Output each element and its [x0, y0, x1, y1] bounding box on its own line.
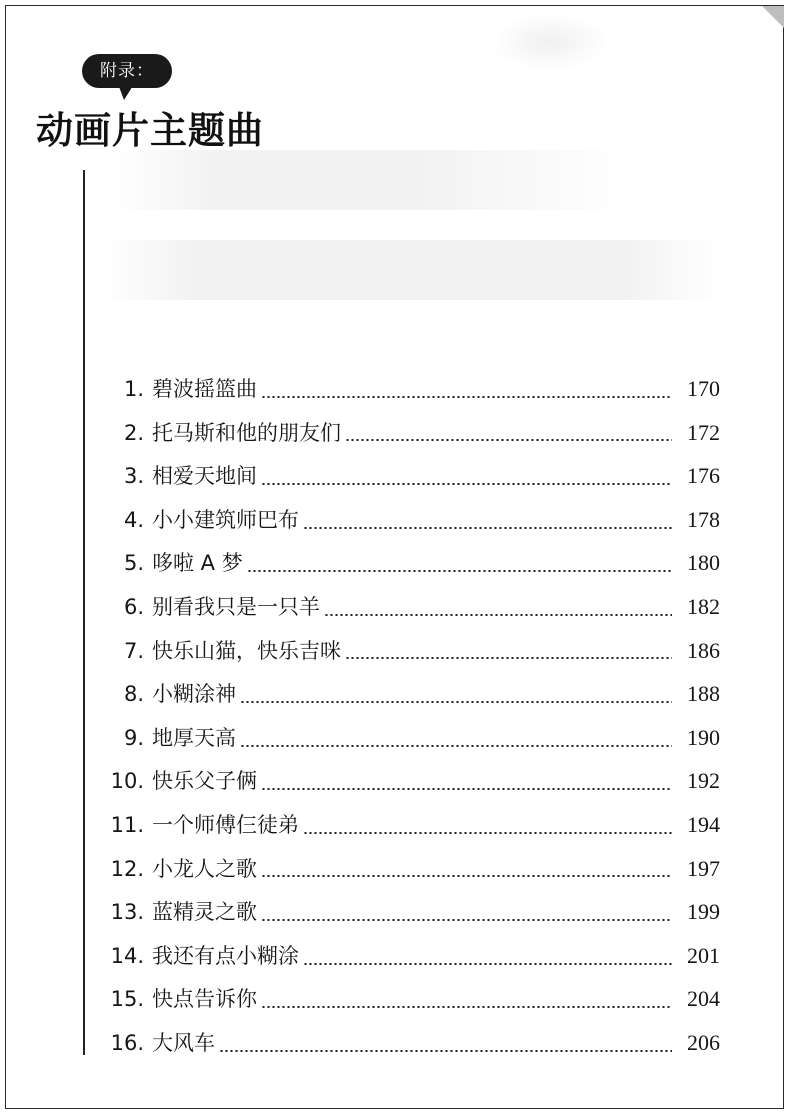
toc-entry-title: 别看我只是一只羊 [152, 594, 320, 619]
toc-entry-page-number: 206 [687, 1029, 720, 1055]
toc-entry-title: 碧波摇篮曲 [152, 377, 257, 401]
bleed-through-shadow [100, 240, 720, 300]
toc-entry-number: 4. [123, 507, 144, 532]
toc-entry [100, 803, 720, 847]
toc-entry [100, 759, 720, 803]
dot-leader [219, 1050, 672, 1052]
toc-entry-page-number: 197 [687, 855, 720, 881]
dot-leader [261, 788, 672, 790]
toc-entry [100, 498, 720, 542]
toc-entry-number: 7. [123, 638, 144, 663]
corner-fold [762, 6, 784, 28]
toc-entry-number: 3. [123, 464, 144, 489]
dot-leader [303, 963, 672, 965]
toc-entry-page-number: 199 [687, 899, 720, 925]
toc-entry-title: 快乐父子俩 [152, 769, 257, 794]
toc-entry-page-number: 192 [687, 768, 720, 794]
dot-leader [261, 483, 672, 485]
toc-entry-page-number: 188 [687, 681, 720, 707]
toc-entry-page-number: 172 [687, 419, 720, 445]
toc-entry-number: 6. [123, 594, 144, 619]
toc-entry-title: 托马斯和他的朋友们 [152, 420, 341, 445]
table-of-contents [100, 367, 720, 1065]
toc-entry-page-number: 190 [687, 724, 720, 750]
toc-entry [100, 454, 720, 498]
toc-entry-number: 14. [110, 943, 144, 968]
dot-leader [261, 875, 672, 877]
toc-entry-page-number: 204 [687, 986, 720, 1012]
toc-entry-page-number: 182 [687, 593, 720, 619]
toc-entry-number: 13. [110, 900, 144, 925]
toc-entry-page-number: 176 [687, 463, 720, 489]
dot-leader [345, 657, 672, 659]
toc-entry-title: 蓝精灵之歌 [152, 900, 257, 925]
toc-entry [100, 977, 720, 1021]
toc-entry-number: 11. [110, 812, 144, 837]
toc-entry-title: 相爱天地间 [152, 464, 257, 489]
dot-leader [240, 745, 672, 747]
toc-entry [100, 629, 720, 673]
dot-leader [303, 527, 672, 529]
toc-entry [100, 585, 720, 629]
toc-entry-page-number: 186 [687, 637, 720, 663]
dot-leader [345, 439, 672, 441]
dot-leader [247, 570, 672, 572]
toc-entry-number: 10. [110, 769, 144, 794]
toc-entry-number: 1. [123, 377, 144, 401]
dot-leader [261, 919, 672, 921]
speech-bubble-tail [118, 84, 134, 100]
toc-entry [100, 541, 720, 585]
dot-leader [303, 832, 672, 834]
toc-entry-number: 2. [123, 420, 144, 445]
toc-entry-page-number: 201 [687, 942, 720, 968]
toc-entry-title: 哆啦 A 梦 [152, 551, 243, 576]
toc-entry [100, 411, 720, 455]
toc-entry-number: 9. [123, 725, 144, 750]
toc-entry-title: 我还有点小糊涂 [152, 943, 299, 968]
toc-entry-title: 地厚天高 [152, 725, 236, 750]
vertical-rule [83, 170, 85, 1055]
toc-entry [100, 367, 720, 411]
toc-entry-number: 16. [110, 1030, 144, 1055]
toc-entry-title: 小龙人之歌 [152, 856, 257, 881]
toc-entry [100, 847, 720, 891]
toc-entry-page-number: 170 [687, 376, 720, 401]
bleed-through-shadow [490, 12, 610, 72]
bleed-through-shadow [110, 150, 630, 210]
toc-entry [100, 890, 720, 934]
toc-entry [100, 934, 720, 978]
toc-entry [100, 672, 720, 716]
toc-entry-page-number: 178 [687, 506, 720, 532]
toc-entry-title: 快乐山猫，快乐吉咪 [152, 638, 341, 663]
appendix-label-bubble: 附录： [82, 54, 172, 88]
toc-entry-title: 大风车 [152, 1030, 215, 1055]
dot-leader [324, 614, 672, 616]
toc-entry [100, 716, 720, 760]
toc-entry-title: 一个师傅仨徒弟 [152, 812, 299, 837]
page-title: 动画片主题曲 [36, 108, 264, 152]
dot-leader [261, 396, 672, 398]
toc-entry-title: 小糊涂神 [152, 682, 236, 707]
toc-entry-page-number: 180 [687, 550, 720, 576]
toc-entry-number: 5. [123, 551, 144, 576]
toc-entry-number: 8. [123, 682, 144, 707]
toc-entry-number: 15. [110, 987, 144, 1012]
toc-entry-number: 12. [110, 856, 144, 881]
toc-entry-page-number: 194 [687, 811, 720, 837]
dot-leader [240, 701, 672, 703]
dot-leader [261, 1006, 672, 1008]
toc-entry-title: 快点告诉你 [152, 987, 257, 1012]
toc-entry [100, 1021, 720, 1065]
toc-entry-title: 小小建筑师巴布 [152, 507, 299, 532]
